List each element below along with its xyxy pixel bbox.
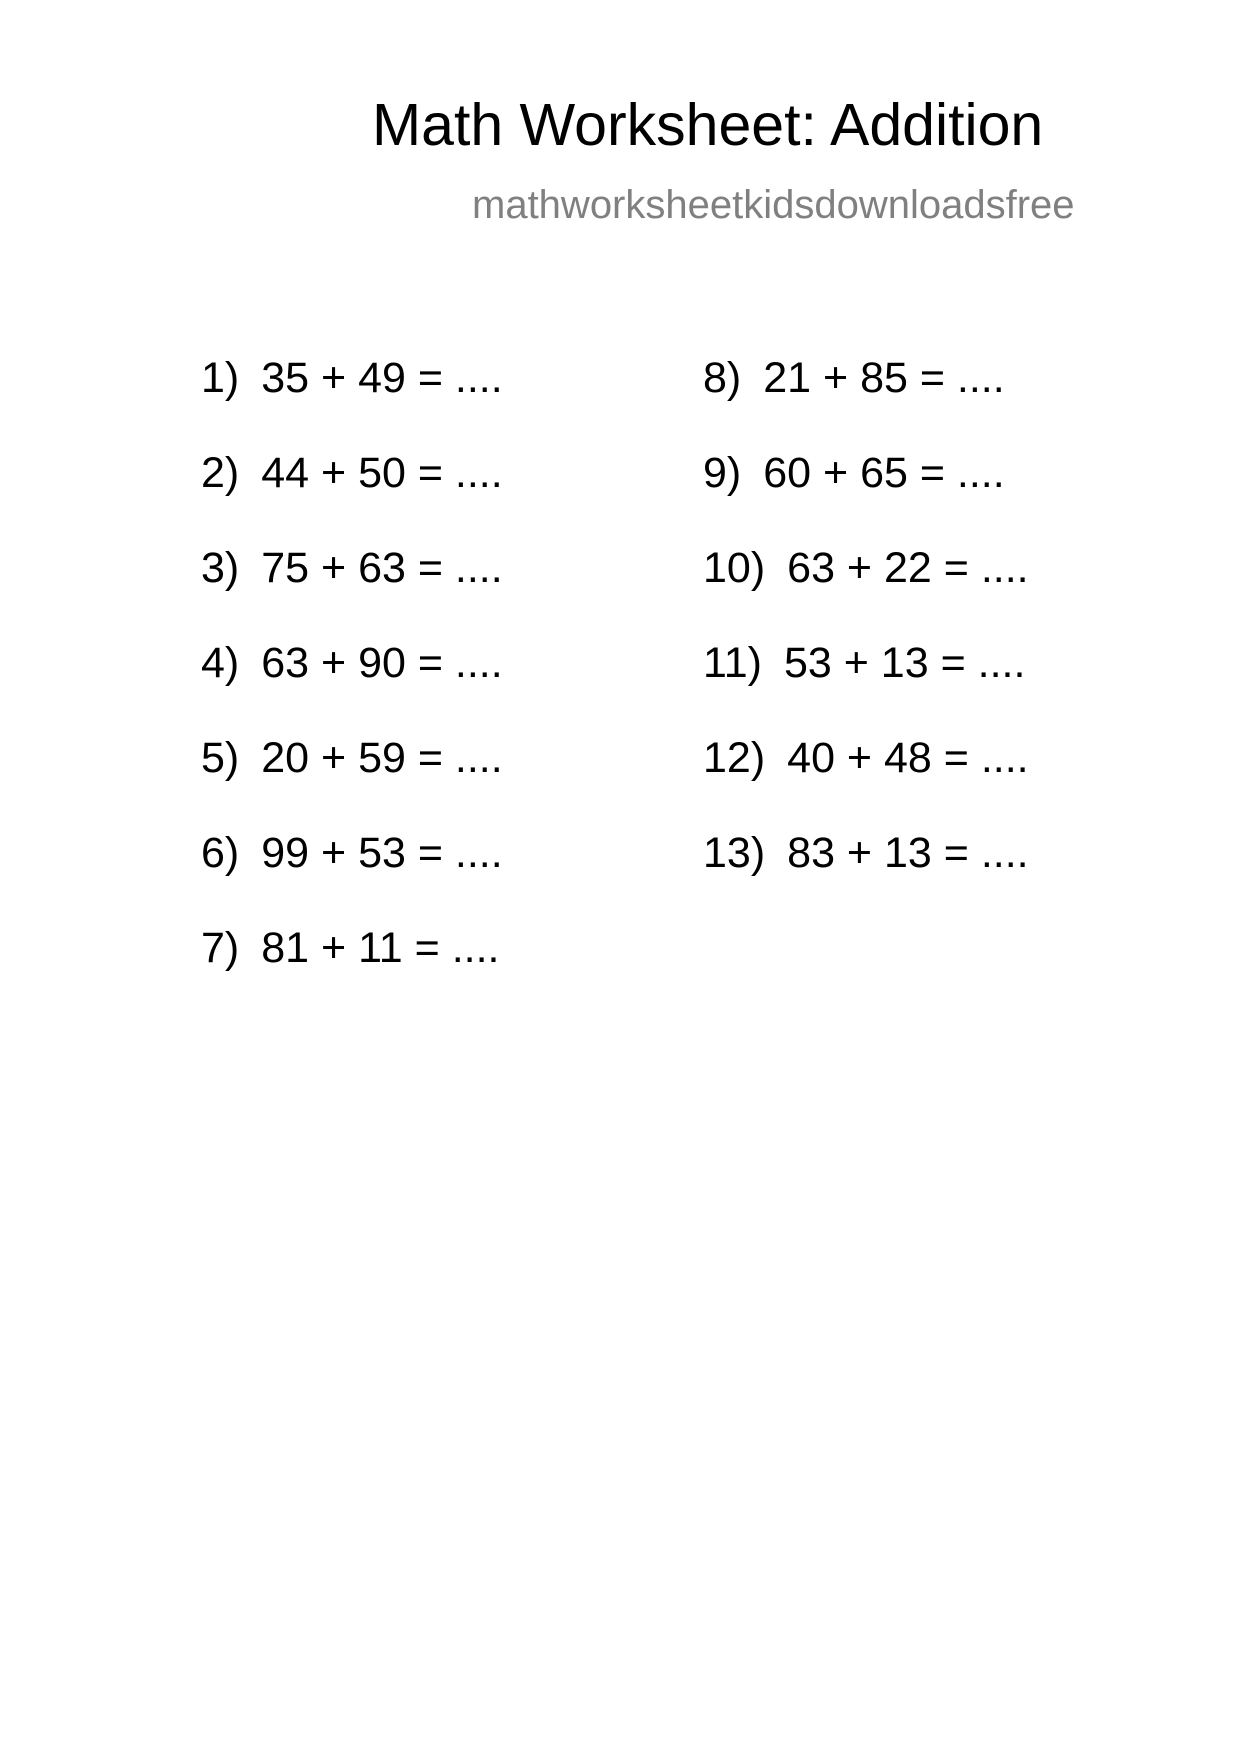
problem-expression: 81 + 11 = .... [261,924,500,972]
problem-number: 1) [201,354,240,402]
problem-item [201,448,503,498]
problem-expression: 63 + 22 = .... [787,544,1029,592]
problem-number: 8) [703,354,742,402]
problem-item [201,923,500,973]
problem-expression: 20 + 59 = .... [261,734,503,782]
problem-item [201,353,503,403]
problem-number: 5) [201,734,240,782]
problem-item [703,543,1029,593]
problem-expression: 44 + 50 = .... [261,449,503,497]
problem-item [703,638,1025,688]
problem-item [201,733,503,783]
problem-number: 9) [703,449,742,497]
problem-item [201,828,503,878]
problem-expression: 83 + 13 = .... [787,829,1029,877]
problem-number: 3) [201,544,240,592]
problem-number: 7) [201,924,240,972]
problem-expression: 53 + 13 = .... [783,639,1026,687]
problem-expression: 75 + 63 = .... [261,544,503,592]
problem-expression: 99 + 53 = .... [261,829,503,877]
problem-number: 12) [703,734,766,782]
problem-item [703,353,1005,403]
problem-number: 10) [703,544,766,592]
problem-expression: 63 + 90 = .... [261,639,503,687]
problem-number: 6) [201,829,240,877]
problem-number: 13) [703,829,766,877]
problem-item [703,733,1029,783]
problem-item [201,543,503,593]
problem-expression: 60 + 65 = .... [763,449,1005,497]
page-title: Math Worksheet: Addition [372,92,1044,158]
page-subtitle: mathworksheetkidsdownloadsfree [472,183,1075,227]
problem-number: 11) [703,639,762,687]
problem-expression: 35 + 49 = .... [261,354,503,402]
problem-expression: 40 + 48 = .... [787,734,1029,782]
problem-expression: 21 + 85 = .... [763,354,1005,402]
problem-item [201,638,503,688]
problem-item [703,448,1005,498]
problem-number: 2) [201,449,240,497]
problem-number: 4) [201,639,240,687]
problem-item [703,828,1029,878]
